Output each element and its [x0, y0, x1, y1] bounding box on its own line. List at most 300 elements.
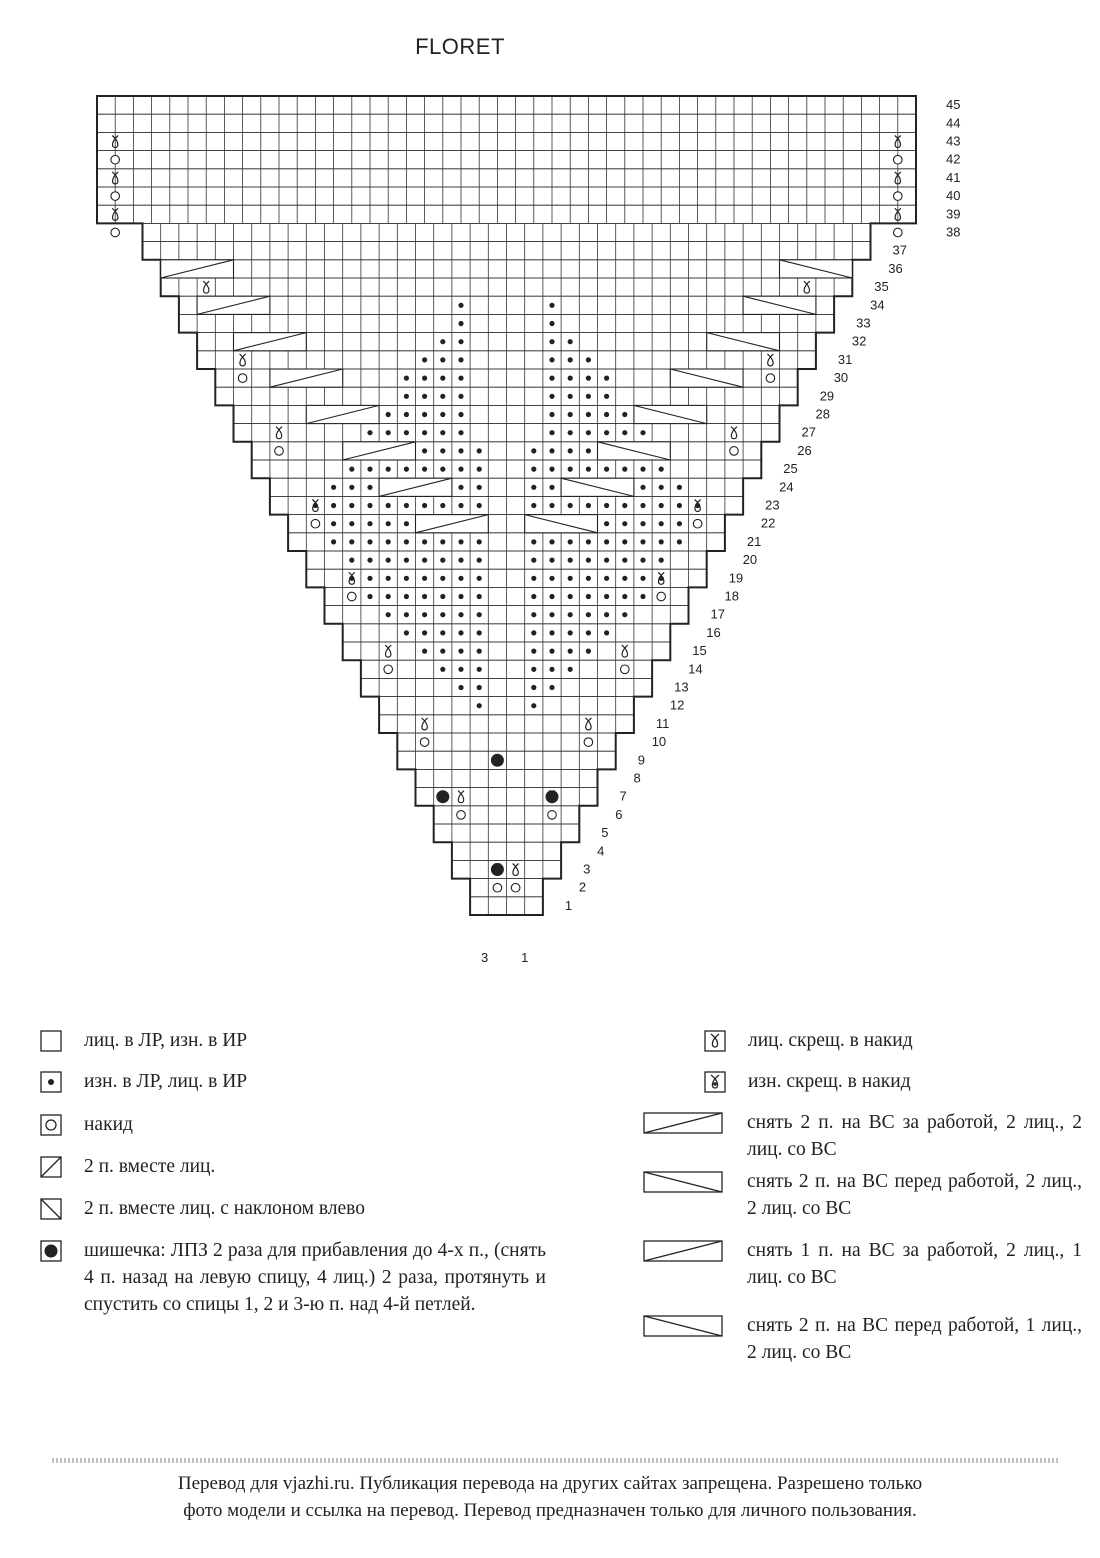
twisted-stitch [422, 718, 428, 730]
purl-dot [477, 667, 482, 672]
cable [416, 515, 489, 533]
purl-dot [404, 412, 409, 417]
purl-dot [531, 594, 536, 599]
row-label: 34 [870, 297, 885, 313]
yarn-over [730, 447, 739, 456]
row-label: 24 [779, 479, 794, 495]
row-label: 41 [946, 169, 961, 185]
bobble [491, 863, 504, 876]
purl-dot [367, 485, 372, 490]
purl-dot [549, 376, 554, 381]
row-label: 39 [946, 206, 961, 222]
purl-dot [349, 503, 354, 508]
purl-dot [677, 539, 682, 544]
purl-dot [659, 503, 664, 508]
purl-dot [458, 430, 463, 435]
purl-dot [458, 339, 463, 344]
yarn-over [894, 192, 903, 201]
row-label: 31 [837, 351, 853, 367]
purl-dot [677, 503, 682, 508]
twisted-knit-yo-icon [704, 1030, 726, 1060]
purl-dot [404, 521, 409, 526]
purl-dot [531, 448, 536, 453]
chart-row [97, 114, 916, 132]
yarn-over [493, 883, 502, 892]
purl-dot [458, 558, 463, 563]
cable [270, 369, 343, 387]
purl-dot [422, 448, 427, 453]
purl-dot [549, 649, 554, 654]
row-label: 11 [655, 715, 670, 731]
purl-dot [404, 594, 409, 599]
k2tog-icon [40, 1156, 62, 1186]
legend-label: снять 1 п. на ВС за работой, 2 лиц., 1 лиц. со ВС [747, 1240, 1082, 1288]
purl-dot [531, 485, 536, 490]
yarn-over [111, 192, 120, 201]
purl-dot [622, 467, 627, 472]
purl-dot [640, 594, 645, 599]
purl-dot [586, 649, 591, 654]
yarn-over [693, 519, 702, 528]
purl-dot [458, 649, 463, 654]
purl-dot [549, 667, 554, 672]
purl-dot-icon [40, 1071, 62, 1101]
purl-dot [386, 539, 391, 544]
purl-dot [367, 539, 372, 544]
row-label: 12 [669, 697, 685, 713]
purl-dot [677, 521, 682, 526]
bobble [491, 754, 504, 767]
purl-dot [586, 394, 591, 399]
knit-square-icon [40, 1030, 62, 1060]
purl-dot [586, 357, 591, 362]
row-label: 1 [564, 897, 573, 913]
yarn-over [384, 665, 393, 674]
purl-dot [458, 448, 463, 453]
purl-dot [477, 467, 482, 472]
twisted-stitch [513, 864, 519, 876]
cable-2-2-left-icon [643, 1171, 725, 1201]
footer-line-2: фото модели и ссылка на перевод. Перевод предназначен только для личного пользования. [183, 1500, 917, 1521]
purl-dot [440, 448, 445, 453]
purl-dot [367, 594, 372, 599]
purl-dot [386, 612, 391, 617]
row-label: 14 [688, 661, 703, 677]
purl-dot [604, 394, 609, 399]
purl-dot [549, 467, 554, 472]
purl-dot [367, 558, 372, 563]
purl-dot [477, 539, 482, 544]
purl-dot [549, 339, 554, 344]
purl-dot [568, 594, 573, 599]
purl-dot [640, 539, 645, 544]
purl-dot [568, 667, 573, 672]
purl-dot [531, 685, 536, 690]
purl-dot [549, 394, 554, 399]
purl-dot [440, 539, 445, 544]
purl-dot [549, 412, 554, 417]
purl-dot [386, 467, 391, 472]
purl-dot [440, 649, 445, 654]
purl-dot [386, 503, 391, 508]
purl-dot [604, 467, 609, 472]
legend-label: изн. в ЛР, лиц. в ИР [84, 1071, 248, 1092]
row-label: 20 [742, 552, 758, 568]
purl-dot [568, 376, 573, 381]
row-label: 32 [851, 333, 867, 349]
purl-dot [422, 412, 427, 417]
purl-dot [458, 321, 463, 326]
purl-dot [404, 467, 409, 472]
purl-dot [604, 521, 609, 526]
yarn-over [420, 738, 429, 747]
yarn-over [275, 447, 284, 456]
cable-2-2-right-icon [643, 1112, 725, 1142]
purl-dot [404, 430, 409, 435]
chart-row [97, 132, 916, 150]
twisted-purl-yo-icon [704, 1071, 726, 1101]
purl-dot [458, 467, 463, 472]
purl-dot [604, 412, 609, 417]
purl-dot [568, 448, 573, 453]
purl-dot [440, 503, 445, 508]
legend-item [704, 1027, 1048, 1060]
row-label: 38 [946, 224, 961, 240]
cable [561, 478, 634, 496]
purl-dot [404, 558, 409, 563]
purl-dot [640, 558, 645, 563]
purl-dot [586, 503, 591, 508]
purl-dot [404, 503, 409, 508]
row-label: 16 [706, 624, 721, 640]
purl-dot [422, 357, 427, 362]
purl-dot [440, 594, 445, 599]
cable [634, 405, 707, 423]
purl-dot [477, 594, 482, 599]
purl-dot [477, 685, 482, 690]
purl-dot [422, 558, 427, 563]
row-label: 26 [797, 442, 812, 458]
cable [525, 515, 598, 533]
purl-dot [404, 539, 409, 544]
yarn-over [238, 374, 247, 383]
purl-dot [659, 521, 664, 526]
purl-dot [640, 430, 645, 435]
twisted-stitch [385, 645, 391, 657]
cable-2-1-right-icon [643, 1240, 725, 1270]
bobble [546, 790, 559, 803]
row-label: 9 [637, 752, 645, 768]
yarn-over [766, 374, 775, 383]
purl-dot [622, 521, 627, 526]
purl-dot [349, 467, 354, 472]
purl-dot [568, 467, 573, 472]
row-label: 18 [724, 588, 739, 604]
column-label: 1 [521, 950, 529, 965]
purl-dot [604, 539, 609, 544]
purl-dot [604, 612, 609, 617]
purl-dot [458, 685, 463, 690]
cable [197, 296, 270, 314]
twisted-stitch [767, 354, 773, 366]
purl-dot [331, 503, 336, 508]
purl-dot [531, 576, 536, 581]
purl-dot [586, 576, 591, 581]
purl-dot [422, 612, 427, 617]
chart-row [97, 187, 916, 205]
purl-dot [549, 685, 554, 690]
row-label: 23 [765, 497, 780, 513]
purl-dot [586, 376, 591, 381]
yarn-over [621, 665, 630, 674]
bobble [436, 790, 449, 803]
grid [97, 96, 916, 915]
purl-dot [586, 448, 591, 453]
purl-dot [568, 412, 573, 417]
purl-dot [404, 612, 409, 617]
row-label: 25 [783, 461, 798, 477]
purl-dot [440, 558, 445, 563]
purl-dot [458, 357, 463, 362]
purl-dot [640, 485, 645, 490]
legend-label: изн. скрещ. в накид [748, 1071, 911, 1092]
cable [379, 478, 452, 496]
purl-dot [440, 667, 445, 672]
legend-label: снять 2 п. на ВС перед работой, 1 лиц., 2 лиц. со ВС [747, 1315, 1082, 1363]
purl-dot [477, 703, 482, 708]
purl-dot [586, 539, 591, 544]
chart-row [97, 96, 916, 114]
purl-dot [458, 539, 463, 544]
row-label: 27 [801, 424, 816, 440]
legend-label: снять 2 п. на ВС перед работой, 2 лиц., 2 лиц. со ВС [747, 1171, 1082, 1219]
purl-dot [404, 376, 409, 381]
row-label: 22 [760, 515, 776, 531]
row-label: 10 [651, 734, 667, 750]
row-label: 37 [892, 242, 907, 258]
purl-dot [331, 539, 336, 544]
purl-dot [549, 539, 554, 544]
purl-dot [458, 412, 463, 417]
purl-dot [549, 448, 554, 453]
purl-dot [549, 321, 554, 326]
row-label: 3 [583, 861, 591, 877]
chart-title: FLORET [415, 34, 505, 59]
cable [306, 405, 379, 423]
purl-dot [604, 594, 609, 599]
purl-dot [422, 630, 427, 635]
purl-dot [386, 521, 391, 526]
purl-dot [349, 539, 354, 544]
purl-dot [586, 594, 591, 599]
chart-row [97, 205, 916, 223]
purl-dot [549, 303, 554, 308]
cable [161, 260, 234, 278]
row-label: 42 [946, 151, 961, 167]
legend-item [40, 1195, 546, 1228]
footer-divider [52, 1458, 1058, 1463]
purl-dot [458, 667, 463, 672]
legend-item [40, 1237, 546, 1318]
purl-dot [659, 467, 664, 472]
purl-dot [549, 594, 554, 599]
purl-dot [549, 612, 554, 617]
purl-dot [458, 485, 463, 490]
purl-dot [440, 612, 445, 617]
row-label: 28 [815, 406, 830, 422]
purl-dot [604, 430, 609, 435]
legend-item [643, 1168, 1082, 1222]
purl-dot [422, 649, 427, 654]
purl-dot [440, 357, 445, 362]
purl-dot [531, 467, 536, 472]
purl-dot [659, 485, 664, 490]
legend-item [40, 1111, 546, 1144]
purl-dot [386, 558, 391, 563]
purl-dot [549, 503, 554, 508]
row-label: 21 [746, 533, 762, 549]
purl-dot [622, 576, 627, 581]
row-label: 5 [601, 825, 609, 841]
purl-dot [531, 703, 536, 708]
twisted-stitch [276, 427, 282, 439]
purl-dot [477, 612, 482, 617]
yarn-over [111, 155, 120, 164]
purl-dot [386, 576, 391, 581]
purl-dot [440, 412, 445, 417]
purl-dot [677, 485, 682, 490]
purl-dot [404, 576, 409, 581]
purl-dot [586, 467, 591, 472]
purl-dot [531, 630, 536, 635]
yarn-over [548, 811, 557, 820]
row-label: 17 [710, 606, 725, 622]
purl-dot [477, 503, 482, 508]
row-label: 2 [578, 879, 587, 895]
purl-dot [640, 503, 645, 508]
purl-dot [349, 485, 354, 490]
purl-dot [349, 558, 354, 563]
yarn-over [894, 155, 903, 164]
yarn-over [311, 519, 320, 528]
row-label: 15 [692, 643, 707, 659]
row-label: 36 [888, 260, 903, 276]
column-label: 3 [481, 950, 489, 965]
yarn-over [111, 228, 120, 237]
purl-dot [458, 503, 463, 508]
legend-label: накид [84, 1114, 133, 1135]
purl-dot [440, 376, 445, 381]
purl-dot [568, 339, 573, 344]
purl-dot [458, 594, 463, 599]
purl-dot [422, 430, 427, 435]
purl-dot [458, 630, 463, 635]
legend-item [643, 1312, 1082, 1366]
twisted-stitch [585, 718, 591, 730]
purl-dot [531, 612, 536, 617]
row-label: 13 [674, 679, 689, 695]
purl-dot [549, 576, 554, 581]
twisted-stitch [731, 427, 737, 439]
purl-dot [549, 485, 554, 490]
purl-dot [622, 412, 627, 417]
purl-dot [568, 539, 573, 544]
purl-dot [622, 503, 627, 508]
yarn-over-icon [40, 1114, 62, 1144]
chart-row [97, 151, 916, 169]
purl-dot [622, 430, 627, 435]
footer [20, 1470, 1080, 1524]
ssk-icon [40, 1198, 62, 1228]
purl-dot [404, 394, 409, 399]
row-label: 35 [874, 279, 889, 295]
purl-dot [331, 521, 336, 526]
purl-dot [549, 630, 554, 635]
purl-dot [568, 503, 573, 508]
purl-dot [568, 649, 573, 654]
purl-dot [349, 521, 354, 526]
purl-dot [586, 630, 591, 635]
purl-dot [568, 612, 573, 617]
cable [707, 333, 780, 351]
purl-dot [367, 503, 372, 508]
cable [780, 260, 853, 278]
row-label: 4 [597, 843, 605, 859]
cable [234, 333, 307, 351]
twisted-stitch [203, 281, 209, 293]
twisted-stitch [622, 645, 628, 657]
purl-dot [458, 612, 463, 617]
purl-dot [640, 576, 645, 581]
purl-dot [604, 630, 609, 635]
purl-dot [531, 503, 536, 508]
purl-dot [331, 485, 336, 490]
yarn-over [511, 883, 520, 892]
purl-dot [568, 357, 573, 362]
legend-item [40, 1068, 546, 1101]
purl-dot [458, 376, 463, 381]
purl-dot [386, 412, 391, 417]
purl-dot [440, 467, 445, 472]
purl-dot [440, 630, 445, 635]
purl-dot [568, 630, 573, 635]
row-label: 30 [833, 370, 849, 386]
purl-dot [586, 612, 591, 617]
purl-dot [477, 558, 482, 563]
purl-dot [367, 430, 372, 435]
purl-dot [422, 503, 427, 508]
purl-dot [440, 576, 445, 581]
row-label: 44 [946, 115, 961, 131]
twisted-stitch [804, 281, 810, 293]
purl-dot [586, 412, 591, 417]
legend-label: шишечка: ЛПЗ 2 раза для прибавления до 4-х п., (снять 4 п. назад на левую спицу, 4 лиц.) 2 раза, протянуть и спустить со спицы 1, 2 и 3-ю п. над 4-й петлей. [84, 1240, 546, 1315]
purl-dot [549, 430, 554, 435]
purl-dot [458, 303, 463, 308]
yarn-over [894, 228, 903, 237]
legend-label: лиц. в ЛР, изн. в ИР [84, 1030, 248, 1051]
purl-dot [549, 357, 554, 362]
purl-dot [531, 558, 536, 563]
cable [743, 296, 816, 314]
purl-dot [422, 576, 427, 581]
purl-dot [622, 612, 627, 617]
purl-dot [659, 539, 664, 544]
yarn-over [348, 592, 357, 601]
purl-dot [386, 430, 391, 435]
purl-dot [477, 630, 482, 635]
row-label: 43 [946, 133, 961, 149]
